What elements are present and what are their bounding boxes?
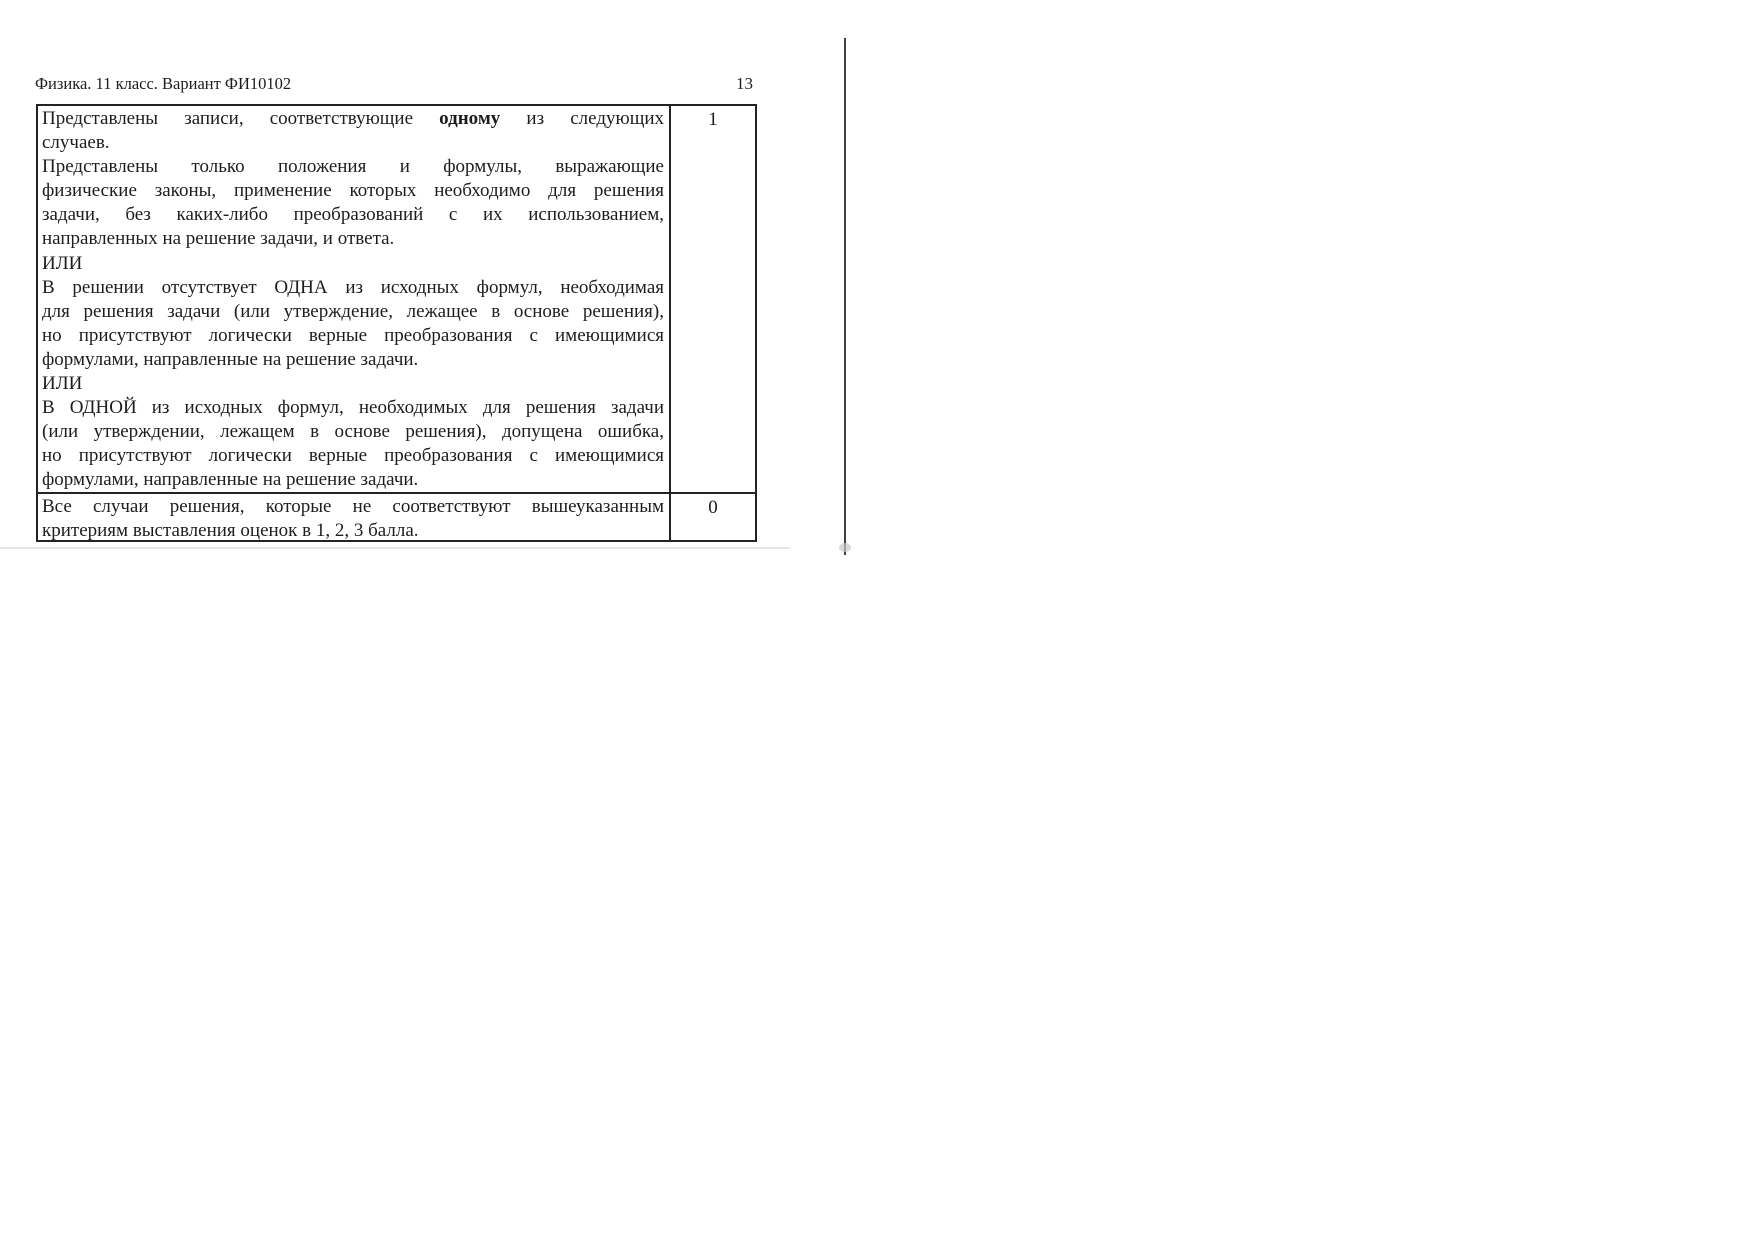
- criteria-cell: [38, 494, 669, 540]
- document-title: Физика. 11 класс. Вариант ФИ10102: [35, 74, 292, 93]
- score-cell: [669, 106, 755, 492]
- criteria-cell: [38, 106, 669, 492]
- text-line: направленных на решение задачи, и ответа.: [42, 228, 395, 250]
- text-line: для решения задачи (или утверждение, лежащее в основе решения),: [42, 300, 664, 322]
- text-line: но присутствуют логически верные преобразования с имеющимися: [42, 445, 664, 467]
- criteria-table: [36, 104, 757, 542]
- text-line: ИЛИ: [42, 373, 83, 395]
- text-line: критериям выставления оценок в 1, 2, 3 балла.: [42, 520, 419, 540]
- table-row-score-0: [38, 492, 755, 540]
- scan-artifact-line: [0, 547, 790, 549]
- text-line: формулами, направленные на решение задачи.: [42, 348, 419, 370]
- text-line: но присутствуют логически верные преобразования с имеющимися: [42, 324, 664, 346]
- text-line: случаев.: [42, 132, 110, 154]
- page-header: [35, 74, 757, 94]
- table-row-score-1: [38, 106, 755, 492]
- text-line: формулами, направленные на решение задачи.: [42, 469, 419, 491]
- page-number: 13: [736, 74, 753, 93]
- score-value: 0: [708, 497, 718, 518]
- text-line: Представлены только положения и формулы, выражающие: [42, 156, 664, 178]
- scan-smudge: [839, 543, 851, 552]
- text-line: Все случаи решения, которые не соответствуют вышеуказанным: [42, 496, 664, 517]
- text-line: В решении отсутствует ОДНА из исходных формул, необходимая: [42, 276, 664, 298]
- score-value: 1: [708, 109, 718, 130]
- text-line: В ОДНОЙ из исходных формул, необходимых для решения задачи: [42, 397, 664, 419]
- text-line: ИЛИ: [42, 252, 83, 274]
- page-edge-divider-line: [844, 38, 846, 555]
- text-line: (или утверждении, лежащем в основе решения), допущена ошибка,: [42, 421, 664, 443]
- score-cell: [669, 494, 755, 540]
- text-line: физические законы, применение которых необходимо для решения: [42, 180, 664, 202]
- text-line: задачи, без каких-либо преобразований с их использованием,: [42, 204, 664, 226]
- text-line: Представлены записи, соответствующие одному из следующих: [42, 108, 665, 129]
